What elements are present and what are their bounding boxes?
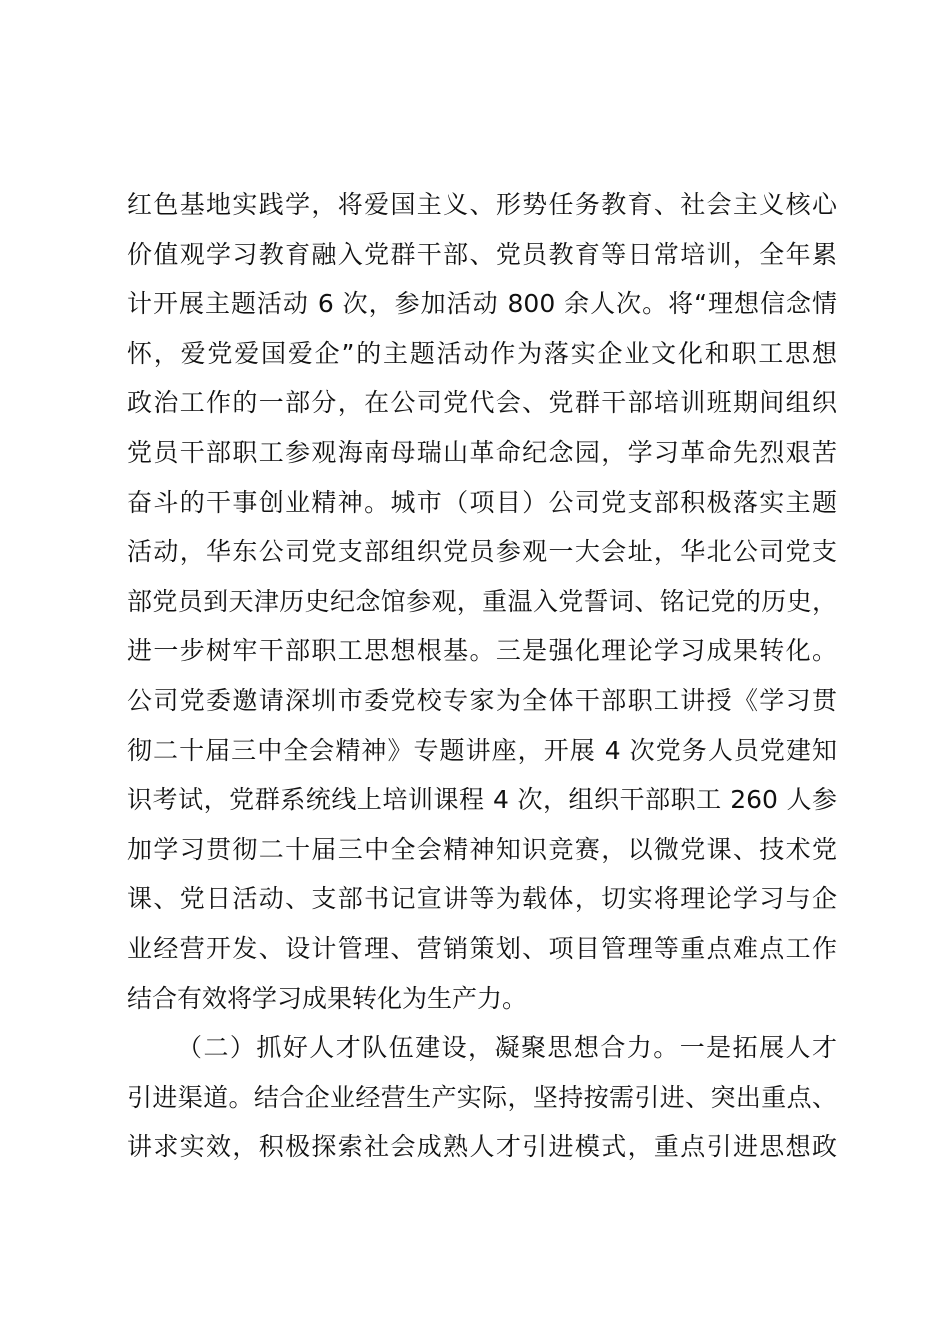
text-line: 结合有效将学习成果转化为生产力。 (127, 983, 528, 1013)
text-line: 红色基地实践学，将爱国主义、形势任务教育、社会主义核心 (127, 190, 837, 219)
text-line: 识考试，党群系统线上培训课程 4 次，组织干部职工 260 人参 (127, 785, 837, 815)
text-line: 课、党日活动、支部书记宣讲等为载体，切实将理论学习与企 (127, 884, 837, 914)
text-line: 业经营开发、设计管理、营销策划、项目管理等重点难点工作 (127, 933, 837, 963)
text-line: 怀，爱党爱国爱企”的主题活动作为落实企业文化和职工思想 (127, 338, 837, 368)
text-line: 价值观学习教育融入党群干部、党员教育等日常培训，全年累 (127, 239, 837, 269)
text-line: 进一步树牢干部职工思想根基。三是强化理论学习成果转化。 (127, 636, 837, 666)
text-line: 引进渠道。结合企业经营生产实际，坚持按需引进、突出重点、 (127, 1082, 837, 1112)
text-line: 加学习贯彻二十届三中全会精神知识竞赛，以微党课、技术党 (127, 834, 837, 864)
text-line: 活动，华东公司党支部组织党员参观一大会址，华北公司党支 (127, 537, 837, 567)
text-line: 计开展主题活动 6 次，参加活动 800 余人次。将“理想信念情 (127, 289, 837, 319)
text-line: 公司党委邀请深圳市委党校专家为全体干部职工讲授《学习贯 (127, 685, 837, 715)
text-line: 党员干部职工参观海南母瑞山革命纪念园，学习革命先烈艰苦 (127, 437, 837, 467)
text-line: 彻二十届三中全会精神》专题讲座，开展 4 次党务人员党建知 (127, 735, 837, 765)
text-line: 讲求实效，积极探索社会成熟人才引进模式，重点引进思想政 (127, 1132, 837, 1162)
section-heading-line: （二）抓好人才队伍建设，凝聚思想合力。一是拓展人才 (177, 1033, 837, 1063)
text-line: 政治工作的一部分，在公司党代会、党群干部培训班期间组织 (127, 388, 837, 418)
text-line: 奋斗的干事创业精神。城市（项目）公司党支部积极落实主题 (127, 487, 837, 517)
text-line: 部党员到天津历史纪念馆参观，重温入党誓词、铭记党的历史， (127, 586, 837, 616)
body-text (127, 180, 837, 1172)
